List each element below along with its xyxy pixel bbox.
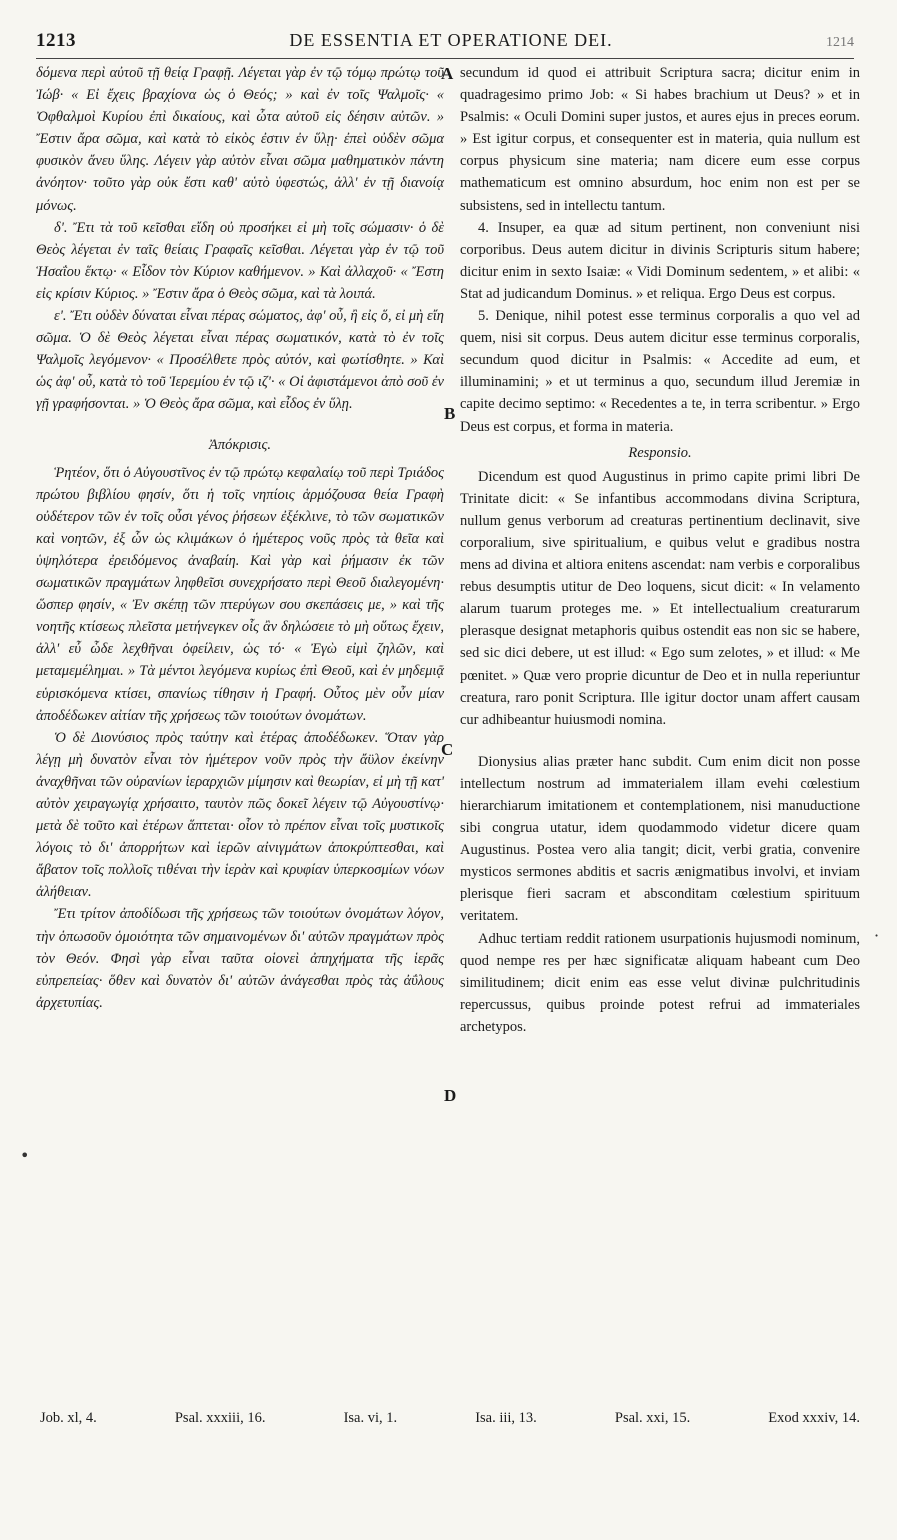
page-header — [36, 30, 854, 56]
latin-paragraph: Dicendum est quod Augustinus in primo capite primi libri De Trinitate dicit: « Se infantibus accommodans divina Scriptura, nullum genus verborum ad creaturas pertinentium declinavit, sive corporalium, sive spiritualium, e quibus velut e gradibus nostra mens ad divina et altiora enitens ascendat: nam verbis e corporalibus rebus desumptis utitur de Deo loquens, sicut dicit: « In velamento alarum tuarum proteges me. » Et intellectualium creaturarum plerasque designat metaphoris quibus ostendit eas non sic se habere, sed sic dici debere, ut est illud: « Ego sum zelotes, » et illud: « Me pœnitet. » Quæ vero proprie dicuntur de Deo et in nulla reperiuntur creatura, raro ponit Scriptura. Ille igitur doctor unam affert causam cur adhibeantur huiusmodi nomina. — [460, 468, 860, 728]
footnote: Isa. iii, 13. — [475, 1410, 537, 1426]
latin-paragraph: Adhuc tertiam reddit rationem usurpationis hujusmodi nominum, quod nempe res per hæc significatæ aliquam habeant cum Deo similitudinem; dicit enim eas esse velut divinæ pulchritudinis repercussus, quibus proinde potest refrui ad immateriales archetypos. — [460, 930, 860, 1035]
latin-paragraph: secundum id quod ei attribuit Scriptura sacra; dicitur enim in quadragesimo primo Job: « Si habes brachium ut Deus? » et in Psalmis: « Oculi Domini super justos, et aures ejus in preces eorum. » Est igitur corpus, et consequenter est in materia, quia nullum est corpus physicum sine materia; nam dicere eum esse corpus mathematicum est omnino absurdum, hoc enim non est per se subsistens, sed in intellectu tantum. — [460, 65, 860, 214]
greek-paragraph: δόμενα περὶ αὐτοῦ τῇ θείᾳ Γραφῇ. Λέγεται γὰρ ἐν τῷ τόμῳ πρώτῳ τοῦ Ἰώβ· « Εἰ ἔχεις βραχίονα ὡς ὁ Θεός; » καὶ ἐν τοῖς Ψαλμοῖς· « Ὀφθαλμοὶ Κυρίου ἐπὶ δικαίους, καὶ ὦτα αὐτοῦ εἰς δέησιν αὐτῶν. » Ἔστιν ἄρα σῶμα, καὶ κατὰ τὸ εἰκὸς ἐστιν ἐν ὕλῃ· ἐπεὶ οὐδὲν σῶμα φυσικὸν ἄνευ ὕλης. Λέγειν γὰρ αὐτὸν εἶναι σῶμα μαθηματικὸν πάντη ἀνόητον· τοῦτο γὰρ οὐκ ἔστι καθ' αὑτὸ ὑφεστώς, ἀλλ' ἐν τῇ διανοίᾳ μόνως. — [36, 65, 444, 214]
footnote: Job. xl, 4. — [40, 1410, 97, 1426]
footnote: Psal. xxi, 15. — [614, 1410, 691, 1426]
latin-column — [460, 62, 860, 1038]
greek-paragraph: ε'. Ἔτι οὐδὲν δύναται εἶναι πέρας σώματος, ἀφ' οὗ, ἢ εἰς ὅ, εἰ μὴ εἴη σῶμα. Ὁ δὲ Θεὸς λέγεται εἶναι πέρας σωματικόν, κατὰ τὸ ἐν τοῖς Ψαλμοῖς λεγόμενον· « Προσέλθετε πρὸς αὐτόν, καὶ φωτίσθητε. » Καὶ ὡς ἀφ' οὗ, κατὰ τὸ τοῦ Ἱερεμίου ἐν τῷ ιζ'· « Οἱ ἀφιστάμενοι ἀπὸ σοῦ ἐν γῇ γραφήσονται. » Ὁ Θεὸς ἄρα σῶμα, καὶ εἶδος ἐν ὕλῃ. — [36, 308, 444, 413]
margin-marker-c: C — [441, 740, 454, 759]
latin-paragraph: 5. Denique, nihil potest esse terminus corporalis a quo vel ad quem, nisi sit corpus. Deus autem dicitur esse terminus corporalis, secundum quod dicitur in Psalmis: « Accedite ad eum, et illuminamini; » et ut terminus a quo, secundum illud Jeremiæ in capite decimo septimo: « Recedentes a te, in terra scribentur. » Ergo Deus est corpus, et forma in materia. — [460, 308, 860, 435]
corner-page-mark: 1214 — [826, 35, 854, 50]
greek-paragraph: Ὁ δὲ Διονύσιος πρὸς ταύτην καὶ ἑτέρας ἀποδέδωκεν. Ὅταν γὰρ λέγῃ μὴ δυνατὸν εἶναι τὸν ἡμέτερον νοῦν πρὸς τὴν ἄϋλον ἐκείνην ἀναχθῆναι τῶν οὐρανίων ἱεραρχιῶν μίμησιν καὶ θεωρίαν, εἰ μὴ τῇ κατ' αὐτὸν χειραγωγίᾳ χρήσαιτο, ταυτὸν πῶς δοκεῖ λέγειν τῷ Αὐγουστίνῳ· μετὰ δὲ τοῦτο καὶ ἑτέρων ἅπτεται· οἷον τὸ πρέπον εἶναι τοῖς μυστικοῖς λόγοις τὸ δι' ἀπορρήτων καὶ ἱερῶν αἰνιγμάτων ἀποκρύπτεσθαι, καὶ ἄβατον τοῖς πολλοῖς τιθέναι τὴν ἱερὰν καὶ κρυφίαν ὑπερκοσμίων νόων ἀλήθειαν. — [36, 729, 444, 901]
margin-speck: • — [20, 1146, 30, 1165]
running-title: DE ESSENTIA ET OPERATIONE DEI. — [289, 30, 613, 50]
latin-paragraph: 4. Insuper, ea quæ ad situm pertinent, non conveniunt nisi corporibus. Deus autem dicitur in divinis Scripturis situm habere; dicitur enim in sexto Isaiæ: « Vidi Dominum sedentem, » et alibi: « Stat ad judicandum Dominus. » et reliqua. Ergo Deus est corpus. — [460, 219, 860, 302]
margin-marker-d: D — [444, 1086, 457, 1105]
greek-column — [36, 62, 444, 1014]
greek-paragraph: Ἔτι τρίτον ἀποδίδωσι τῆς χρήσεως τῶν τοιούτων ὀνομάτων λόγον, τὴν ὁπωσοῦν ὁμοιότητα τῶν σημαινομένων δι' αὐτῶν πραγμάτων πρὸς τὸν Θεόν. Φησὶ γὰρ εἶναι ταῦτα οἱονεὶ ἀπηχήματα τῆς ἱερᾶς εὐπρεπείας· ὅθεν καὶ δυνατὸν δι' αὐτῶν ἀνάγεσθαι πρὸς τὰς ἀΰλους ἀρχετυπίας. — [36, 906, 444, 1011]
header-rule — [36, 58, 854, 59]
footnote: Exod xxxiv, 14. — [768, 1410, 860, 1426]
page-number: 1213 — [36, 30, 76, 51]
footnotes — [40, 1410, 860, 1427]
greek-response-title: Ἀπόκρισις. — [208, 436, 271, 453]
latin-response-title: Responsio. — [628, 444, 692, 461]
footnote: Psal. xxxiii, 16. — [174, 1410, 266, 1426]
footnote: Isa. vi, 1. — [343, 1410, 398, 1426]
margin-marker-b: B — [444, 404, 456, 423]
greek-paragraph: δ'. Ἔτι τὰ τοῦ κεῖσθαι εἴδη οὐ προσήκει εἰ μὴ τοῖς σώμασιν· ὁ δὲ Θεὸς λέγεται ἐν ταῖς θείαις Γραφαῖς κεῖσθαι. Λέγεται γὰρ ἐν τῷ τοῦ Ἡσαΐου ἕκτῳ· « Εἶδον τὸν Κύριον καθήμενον. » Καὶ ἀλλαχοῦ· « Ἔστη εἰς κρίσιν Κύριος. » Ἔστιν ἄρα ὁ Θεὸς σῶμα, καὶ τὰ λοιπά. — [36, 219, 444, 302]
margin-speck: · — [874, 926, 880, 945]
margin-marker-a: A — [441, 64, 454, 83]
greek-paragraph: Ῥητέον, ὅτι ὁ Αὐγουστῖνος ἐν τῷ πρώτῳ κεφαλαίῳ τοῦ περὶ Τριάδος πρώτου βιβλίου φησίν, ὅτι ἡ τοῖς νηπίοις ἁρμόζουσα θεία Γραφὴ οὐδέτερον τῶν ἐν τοῖς οὖσι γένος ῥήσεων ἐξέκλινε, τὸ τῶν σωματικῶν καὶ νοητῶν, ἐξ ὧν ὡς κλιμάκων ὁ ἡμέτερος νοῦς πρὸς τὰ θεῖα καὶ ὑψηλότερα ἐρειδόμενος ἀναβαίη. Καὶ γὰρ καὶ ῥήμασιν ἐκ τῶν σωματικῶν πραγμάτων ληφθεῖσι συνεχρήσατο περὶ Θεοῦ διαλεγομένη· ὥσπερ φησίν, « Ἐν σκέπῃ τῶν πτερύγων σου σκεπάσεις με, » καὶ τῆς νοητῆς κτίσεως πλεῖστα μετήνεγκεν οἷς ἂν δηλώσειε τὸ μὴ οὕτως ἔχειν, ἀλλ' εὖ ὧδε λεχθῆναι ὀφείλειν, ὡς τό· « Ἐγὼ εἰμὶ ζηλῶν, καὶ μεταμεμέλημαι. » Τὰ μέντοι λεγόμενα κυρίως ἐπὶ Θεοῦ, καὶ ἐν μηδεμιᾷ εὑρισκόμενα κτίσει, σπανίως τίθησιν ἡ Γραφή. Οὗτος μὲν οὖν μίαν ἀποδέδωκεν αἰτίαν τῆς χρήσεως τῶν τοιούτων ὀνομάτων. — [36, 464, 444, 724]
latin-paragraph: Dionysius alias præter hanc subdit. Cum enim dicit non posse intellectum nostrum ad immaterialem illam evehi cœlestium hierarchiarum imitationem et contemplationem, nisi manuductione sibi congrua utatur, idem quodammodo videtur dicere quam Augustinus. Postea vero alia tangit; dicit, verbi gratia, convenire mysticos sermones abditis et sacris ænigmatibus involvi, et inviam plerisque fieri sacram et absconditam cœlestium spirituum veritatem. — [460, 753, 860, 925]
